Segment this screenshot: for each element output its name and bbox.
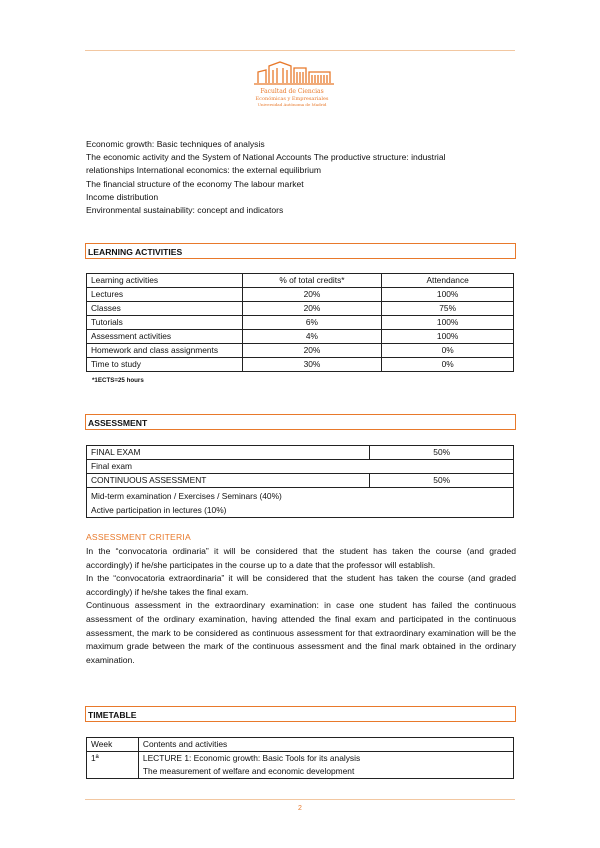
criteria-paragraph: In the “convocatoria extraordinaria” it will be considered that the student has taken the course (and graded accordingly) if he/she takes the final exam.: [86, 573, 516, 597]
criteria-paragraph: In the “convocatoria ordinaria” it will be considered that the student has taken the course (and graded accordingly) if he/she participates in the course up to a date that the professor will establish.: [86, 546, 516, 570]
logo-line-3: Universidad Autónoma de Madrid: [257, 102, 327, 107]
activity-cell: Homework and class assignments: [87, 344, 243, 358]
table-row: [87, 752, 514, 779]
continuous-assessment-label: CONTINUOUS ASSESSMENT: [87, 474, 370, 488]
attendance-cell: 100%: [382, 316, 514, 330]
header-cell: Week: [87, 738, 139, 752]
attendance-cell: 100%: [382, 330, 514, 344]
table-row: [87, 474, 514, 488]
course-contents: [86, 138, 516, 217]
continuous-item: Mid-term examination / Exercises / Seminars (40%): [91, 491, 282, 501]
activity-cell: Assessment activities: [87, 330, 243, 344]
final-exam-weight: 50%: [370, 446, 514, 460]
table-header-row: [87, 738, 514, 752]
table-row: [87, 460, 514, 474]
building-icon: [254, 62, 334, 84]
continuous-assessment-description: [87, 488, 514, 518]
logo-line-1: Facultad de Ciencias: [260, 88, 324, 95]
attendance-cell: 75%: [382, 302, 514, 316]
assessment-criteria-title: ASSESSMENT CRITERIA: [86, 532, 191, 542]
content-line: The financial structure of the economy The labour market: [86, 178, 304, 189]
table-row: [87, 358, 514, 372]
content-line: Income distribution: [86, 191, 159, 202]
assessment-criteria-text: [86, 545, 516, 667]
activity-cell: Lectures: [87, 288, 243, 302]
week-cell: 1ª: [87, 752, 139, 779]
table-row: [87, 344, 514, 358]
activity-cell: Time to study: [87, 358, 243, 372]
credits-cell: 30%: [242, 358, 382, 372]
assessment-table: [86, 445, 514, 518]
assessment-heading: ASSESSMENT: [85, 414, 516, 430]
table-row: [87, 330, 514, 344]
contents-line: LECTURE 1: Economic growth: Basic Tools for its analysis: [142, 753, 361, 763]
header-cell: Attendance: [382, 274, 514, 288]
attendance-cell: 0%: [382, 344, 514, 358]
learning-activities-heading: LEARNING ACTIVITIES: [85, 243, 516, 259]
continuous-item: Active participation in lectures (10%): [91, 505, 227, 515]
footer-rule: [85, 799, 515, 800]
credits-cell: 20%: [242, 288, 382, 302]
faculty-logo: [244, 58, 354, 114]
table-row: [87, 316, 514, 330]
contents-line: The measurement of welfare and economic development: [142, 766, 355, 776]
credits-cell: 6%: [242, 316, 382, 330]
content-line: relationships International economics: the external equilibrium: [86, 165, 322, 176]
credits-cell: 4%: [242, 330, 382, 344]
header-rule: [85, 50, 515, 51]
table-row: [87, 446, 514, 460]
learning-activities-table: [86, 273, 514, 372]
logo-line-2: Económicas y Empresariales: [255, 96, 329, 102]
table-row: [87, 302, 514, 316]
table-row: [87, 288, 514, 302]
table-header-row: [87, 274, 514, 288]
header-cell: % of total credits*: [242, 274, 382, 288]
content-line: Environmental sustainability: concept and indicators: [86, 205, 284, 216]
contents-cell: [138, 752, 513, 779]
final-exam-description: Final exam: [87, 460, 514, 474]
credits-cell: 20%: [242, 344, 382, 358]
timetable-table: [86, 737, 514, 779]
content-line: The economic activity and the System of National Accounts The productive structure: industrial: [86, 152, 446, 163]
ects-note: *1ECTS=25 hours: [92, 377, 144, 384]
attendance-cell: 100%: [382, 288, 514, 302]
header-cell: Learning activities: [87, 274, 243, 288]
header-cell: Contents and activities: [138, 738, 513, 752]
content-line: Economic growth: Basic techniques of analysis: [86, 139, 265, 149]
continuous-assessment-weight: 50%: [370, 474, 514, 488]
table-row: [87, 488, 514, 518]
criteria-paragraph: Continuous assessment in the extraordinary examination: in case one student has failed the continuous assessment of the ordinary examination, having attended the final exam and participated in the continuous assessment, the mark to be considered as continuous assessment for that extraordinary examination will be the maximum grade between the mark of the continuous assessment and the final mark obtained in the ordinary examination.: [86, 600, 516, 665]
credits-cell: 20%: [242, 302, 382, 316]
timetable-heading: TIMETABLE: [85, 706, 516, 722]
final-exam-label: FINAL EXAM: [87, 446, 370, 460]
activity-cell: Tutorials: [87, 316, 243, 330]
page-number: 2: [298, 805, 302, 812]
attendance-cell: 0%: [382, 358, 514, 372]
activity-cell: Classes: [87, 302, 243, 316]
